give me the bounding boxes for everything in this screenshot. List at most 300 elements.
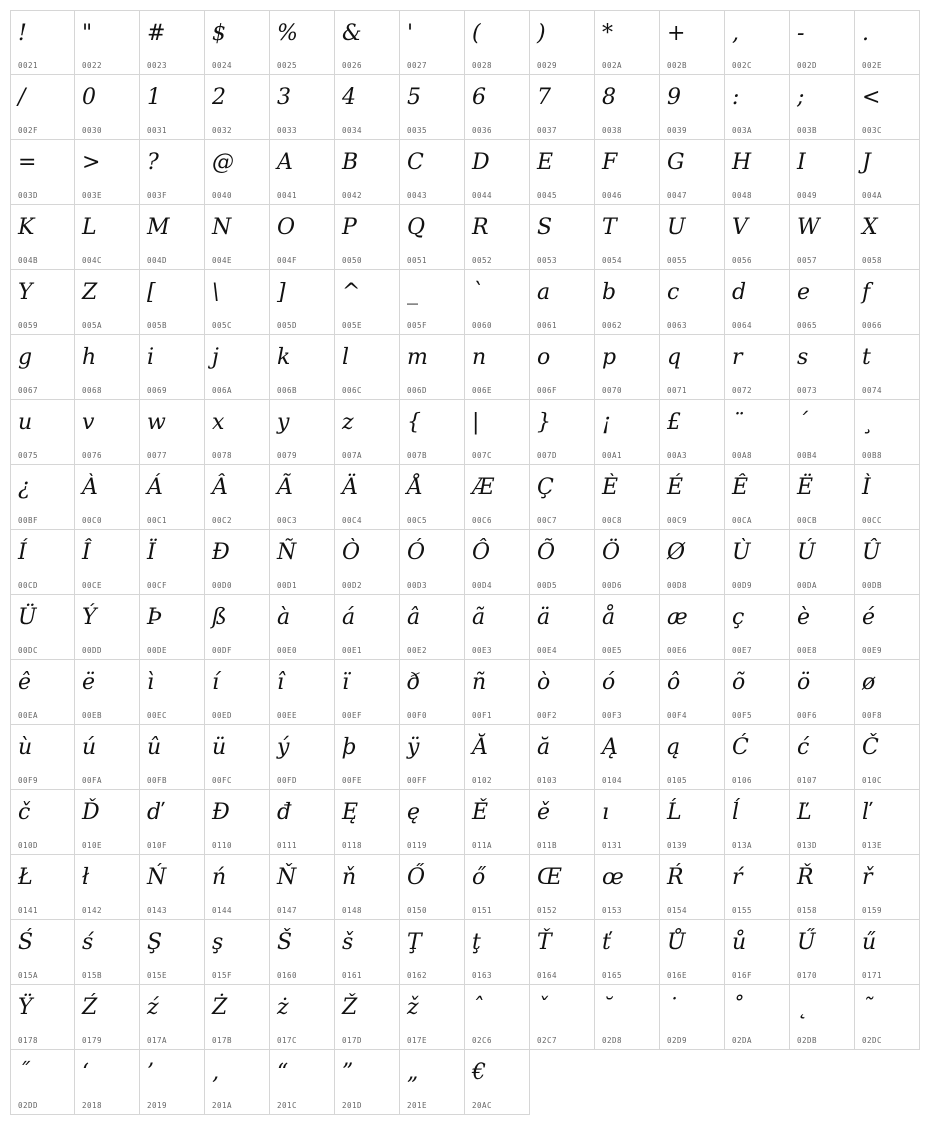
glyph-character: ' [407,21,414,46]
glyph-codepoint-label: 0147 [277,906,298,915]
glyph-character: ę [407,800,421,825]
glyph-character: Z [82,280,98,305]
glyph-codepoint-label: 0164 [537,971,558,980]
glyph-codepoint-label: 00C4 [342,516,363,525]
glyph-codepoint-label: 011A [472,841,493,850]
glyph-cell [595,205,660,270]
glyph-cell [725,595,790,660]
glyph-character: | [472,410,480,435]
glyph-codepoint-label: 0033 [277,126,298,135]
glyph-character: é [862,605,876,630]
glyph-character: A [277,150,293,175]
glyph-codepoint-label: 00C9 [667,516,688,525]
glyph-character: Œ [537,865,563,890]
glyph-character: { [407,410,421,435]
glyph-cell [855,205,920,270]
glyph-cell [725,855,790,920]
glyph-codepoint-label: 004C [82,256,103,265]
glyph-character: O [277,215,296,240]
glyph-codepoint-label: 0053 [537,256,558,265]
glyph-codepoint-label: 00FF [407,776,428,785]
glyph-character: ź [147,995,159,1020]
glyph-codepoint-label: 02DD [18,1101,39,1110]
glyph-character: Ý [82,605,97,630]
glyph-character: m [407,345,428,370]
glyph-codepoint-label: 0065 [797,321,818,330]
glyph-character: Ţ [407,930,422,955]
glyph-character: ú [82,735,97,760]
glyph-codepoint-label: 00D5 [537,581,558,590]
glyph-cell [400,855,465,920]
glyph-codepoint-label: 00CD [18,581,39,590]
glyph-cell [595,75,660,140]
glyph-character: @ [212,150,234,175]
glyph-cell [335,790,400,855]
glyph-cell [400,725,465,790]
glyph-character: Ù [732,540,751,565]
glyph-codepoint-label: 00D8 [667,581,688,590]
glyph-codepoint-label: 00F8 [862,711,883,720]
glyph-codepoint-label: 20AC [472,1101,493,1110]
glyph-cell [205,400,270,465]
glyph-codepoint-label: 00DC [18,646,39,655]
glyph-codepoint-label: 007D [537,451,558,460]
glyph-cell [855,140,920,205]
glyph-codepoint-label: 005F [407,321,428,330]
glyph-character: q [667,345,682,370]
glyph-character: + [667,21,686,46]
glyph-character: Ą [602,735,618,760]
glyph-codepoint-label: 00DB [862,581,883,590]
glyph-cell [270,855,335,920]
glyph-cell [335,985,400,1050]
glyph-cell [595,725,660,790]
glyph-codepoint-label: 00C8 [602,516,623,525]
glyph-codepoint-label: 010E [82,841,103,850]
glyph-cell [335,205,400,270]
glyph-character: c [667,280,680,305]
glyph-codepoint-label: 00C6 [472,516,493,525]
glyph-character: Ő [407,865,426,890]
glyph-cell [10,400,75,465]
glyph-codepoint-label: 00F2 [537,711,558,720]
glyph-codepoint-label: 0030 [82,126,103,135]
glyph-codepoint-label: 004B [18,256,39,265]
glyph-character: ó [602,670,616,695]
glyph-cell [465,465,530,530]
glyph-cell [335,465,400,530]
glyph-character: ¿ [18,475,30,500]
glyph-character: ˇ [537,995,548,1020]
glyph-cell [660,205,725,270]
glyph-codepoint-label: 02DC [862,1036,883,1045]
glyph-cell [270,985,335,1050]
glyph-cell [75,660,140,725]
glyph-cell [140,790,205,855]
glyph-character: õ [732,670,746,695]
glyph-cell [725,530,790,595]
glyph-character: Í [18,540,27,565]
glyph-character: U [667,215,686,240]
glyph-cell [10,465,75,530]
glyph-character: Y [18,280,33,305]
glyph-character: 6 [472,85,486,110]
glyph-character: l [342,345,350,370]
glyph-cell [270,660,335,725]
glyph-codepoint-label: 0151 [472,906,493,915]
glyph-cell [855,725,920,790]
glyph-codepoint-label: 201C [277,1101,298,1110]
glyph-cell [530,140,595,205]
glyph-character: S [537,215,553,240]
glyph-character: ţ [472,930,481,955]
glyph-codepoint-label: 0178 [18,1036,39,1045]
glyph-character: Á [147,475,163,500]
glyph-cell [140,270,205,335]
glyph-cell [270,790,335,855]
glyph-cell [270,920,335,985]
glyph-codepoint-label: 00F4 [667,711,688,720]
glyph-cell [140,530,205,595]
glyph-codepoint-label: 005D [277,321,298,330]
glyph-cell [400,790,465,855]
glyph-cell [465,1050,530,1115]
glyph-codepoint-label: 0039 [667,126,688,135]
glyph-character: ^ [342,280,361,305]
glyph-cell [10,205,75,270]
glyph-character: % [277,21,298,46]
glyph-character: s [797,345,809,370]
glyph-character: ! [18,21,27,46]
glyph-codepoint-label: 0043 [407,191,428,200]
glyph-character: È [602,475,619,500]
glyph-cell [10,1050,75,1115]
glyph-codepoint-label: 0131 [602,841,623,850]
glyph-cell [530,75,595,140]
glyph-cell [725,335,790,400]
glyph-character: ü [212,735,227,760]
glyph-cell [595,530,660,595]
glyph-cell [10,140,75,205]
glyph-codepoint-label: 0111 [277,841,298,850]
glyph-cell [530,335,595,400]
glyph-codepoint-label: 0031 [147,126,168,135]
glyph-codepoint-label: 016F [732,971,753,980]
glyph-cell [10,920,75,985]
glyph-codepoint-label: 0073 [797,386,818,395]
glyph-character: G [667,150,685,175]
glyph-cell [465,725,530,790]
glyph-character: ˛ [797,995,808,1020]
glyph-codepoint-label: 02C6 [472,1036,493,1045]
glyph-cell [270,1050,335,1115]
glyph-grid [10,10,920,1115]
glyph-codepoint-label: 0056 [732,256,753,265]
glyph-codepoint-label: 00CC [862,516,883,525]
glyph-character: i [147,345,155,370]
glyph-codepoint-label: 00D3 [407,581,428,590]
glyph-character: æ [667,605,688,630]
glyph-codepoint-label: 0054 [602,256,623,265]
glyph-cell [335,400,400,465]
glyph-character: ÿ [407,735,420,760]
glyph-character: ô [667,670,681,695]
glyph-cell [595,400,660,465]
glyph-character: ñ [472,670,487,695]
glyph-character: ů [732,930,747,955]
glyph-codepoint-label: 004E [212,256,233,265]
glyph-cell [595,465,660,530]
glyph-codepoint-label: 00A1 [602,451,623,460]
glyph-character: b [602,280,617,305]
glyph-cell [660,10,725,75]
glyph-cell [855,985,920,1050]
glyph-cell [855,400,920,465]
glyph-character: H [732,150,752,175]
glyph-character: & [342,21,362,46]
glyph-codepoint-label: 0144 [212,906,233,915]
glyph-codepoint-label: 00F3 [602,711,623,720]
glyph-character: } [537,410,551,435]
glyph-cell [725,10,790,75]
glyph-cell [270,140,335,205]
glyph-cell [660,140,725,205]
glyph-codepoint-label: 00D0 [212,581,233,590]
glyph-cell [855,595,920,660]
glyph-codepoint-label: 00D9 [732,581,753,590]
glyph-codepoint-label: 003E [82,191,103,200]
glyph-codepoint-label: 0071 [667,386,688,395]
glyph-codepoint-label: 013A [732,841,753,850]
glyph-cell [725,270,790,335]
glyph-cell [790,920,855,985]
glyph-character: N [212,215,232,240]
glyph-codepoint-label: 00C3 [277,516,298,525]
glyph-codepoint-label: 2019 [147,1101,168,1110]
glyph-codepoint-label: 0119 [407,841,428,850]
glyph-cell [725,205,790,270]
glyph-cell [725,400,790,465]
glyph-cell [75,140,140,205]
glyph-cell [335,75,400,140]
glyph-codepoint-label: 0044 [472,191,493,200]
glyph-character: Õ [537,540,556,565]
glyph-character: ¡ [602,410,611,435]
glyph-cell [855,790,920,855]
glyph-character: r [732,345,743,370]
glyph-character: ă [537,735,551,760]
glyph-cell [205,10,270,75]
glyph-character: [ [147,280,156,305]
glyph-character: à [277,605,291,630]
glyph-cell [205,790,270,855]
glyph-character: ï [342,670,350,695]
glyph-codepoint-label: 005A [82,321,103,330]
glyph-cell [270,335,335,400]
glyph-codepoint-label: 2018 [82,1101,103,1110]
glyph-codepoint-label: 0059 [18,321,39,330]
glyph-cell [335,1050,400,1115]
glyph-codepoint-label: 013D [797,841,818,850]
glyph-character: ê [18,670,32,695]
glyph-codepoint-label: 0077 [147,451,168,460]
glyph-cell [530,855,595,920]
glyph-character: Ş [147,930,163,955]
glyph-codepoint-label: 00EE [277,711,298,720]
glyph-character: Ć [732,735,749,760]
glyph-character: å [602,605,616,630]
glyph-cell [140,1050,205,1115]
glyph-cell [270,595,335,660]
glyph-cell [205,985,270,1050]
glyph-cell [400,75,465,140]
glyph-character: _ [407,280,418,305]
glyph-character: ˚ [732,995,743,1020]
glyph-cell [335,10,400,75]
glyph-codepoint-label: 0106 [732,776,753,785]
glyph-codepoint-label: 00E8 [797,646,818,655]
glyph-codepoint-label: 0160 [277,971,298,980]
glyph-cell [75,335,140,400]
glyph-codepoint-label: 0170 [797,971,818,980]
glyph-character: Ź [82,995,98,1020]
glyph-codepoint-label: 00D1 [277,581,298,590]
glyph-codepoint-label: 02DA [732,1036,753,1045]
glyph-codepoint-label: 0050 [342,256,363,265]
glyph-cell [465,595,530,660]
glyph-character: “ [277,1060,289,1085]
glyph-character: ą [667,735,681,760]
glyph-character: k [277,345,291,370]
glyph-cell [335,270,400,335]
glyph-codepoint-label: 0110 [212,841,233,850]
glyph-character: Ě [472,800,489,825]
glyph-codepoint-label: 007B [407,451,428,460]
glyph-character: ˜ [862,995,873,1020]
glyph-cell [10,10,75,75]
glyph-cell [400,400,465,465]
glyph-codepoint-label: 006B [277,386,298,395]
glyph-character: š [342,930,354,955]
glyph-character: Ú [797,540,816,565]
glyph-cell [205,595,270,660]
glyph-character: þ [342,735,357,760]
glyph-codepoint-label: 0142 [82,906,103,915]
glyph-cell [270,530,335,595]
glyph-character: > [82,150,101,175]
glyph-cell [855,75,920,140]
glyph-codepoint-label: 00E9 [862,646,883,655]
glyph-character: Ç [537,475,554,500]
glyph-cell [205,335,270,400]
glyph-character: € [472,1060,486,1085]
glyph-codepoint-label: 00FA [82,776,103,785]
glyph-codepoint-label: 006D [407,386,428,395]
glyph-codepoint-label: 002F [18,126,39,135]
glyph-cell [10,725,75,790]
glyph-character: â [407,605,421,630]
glyph-character: ¸ [862,410,873,435]
glyph-cell [140,335,205,400]
glyph-character: ð [407,670,421,695]
glyph-codepoint-label: 0068 [82,386,103,395]
glyph-cell [75,985,140,1050]
glyph-codepoint-label: 02D8 [602,1036,623,1045]
glyph-codepoint-label: 00B4 [797,451,818,460]
glyph-codepoint-label: 0025 [277,61,298,70]
glyph-character: œ [602,865,624,890]
glyph-cell [725,465,790,530]
glyph-character: I [797,150,806,175]
glyph-character: đ [277,800,292,825]
glyph-codepoint-label: 0022 [82,61,103,70]
glyph-codepoint-label: 00DA [797,581,818,590]
glyph-cell [75,400,140,465]
glyph-codepoint-label: 017C [277,1036,298,1045]
glyph-cell [660,985,725,1050]
glyph-codepoint-label: 00ED [212,711,233,720]
glyph-character: Ÿ [18,995,33,1020]
glyph-character: Â [212,475,228,500]
glyph-character: ” [342,1060,354,1085]
glyph-character: Ï [147,540,156,565]
glyph-character: 7 [537,85,551,110]
glyph-codepoint-label: 0051 [407,256,428,265]
glyph-cell [595,270,660,335]
glyph-codepoint-label: 00C2 [212,516,233,525]
glyph-codepoint-label: 0046 [602,191,623,200]
glyph-character: ö [797,670,811,695]
glyph-codepoint-label: 006F [537,386,558,395]
glyph-codepoint-label: 0165 [602,971,623,980]
glyph-cell [465,400,530,465]
glyph-cell [205,725,270,790]
glyph-character: Ť [537,930,552,955]
glyph-cell [335,725,400,790]
glyph-codepoint-label: 0102 [472,776,493,785]
glyph-codepoint-label: 201E [407,1101,428,1110]
glyph-character: Ŕ [667,865,684,890]
glyph-cell [75,270,140,335]
glyph-character: ã [472,605,486,630]
glyph-character: h [82,345,97,370]
glyph-character: Ű [797,930,816,955]
glyph-character: * [602,21,613,46]
glyph-cell [530,10,595,75]
glyph-codepoint-label: 201D [342,1101,363,1110]
glyph-cell [595,595,660,660]
glyph-codepoint-label: 0060 [472,321,493,330]
glyph-codepoint-label: 002E [862,61,883,70]
glyph-codepoint-label: 00CB [797,516,818,525]
glyph-codepoint-label: 0105 [667,776,688,785]
glyph-cell [465,790,530,855]
glyph-codepoint-label: 00E7 [732,646,753,655]
glyph-codepoint-label: 015A [18,971,39,980]
glyph-cell [530,660,595,725]
glyph-cell [465,335,530,400]
glyph-cell [140,725,205,790]
glyph-cell [335,530,400,595]
glyph-character: Ů [667,930,686,955]
glyph-character: Ľ [797,800,812,825]
glyph-character: Ž [342,995,358,1020]
glyph-character: Ä [342,475,358,500]
glyph-cell [855,10,920,75]
glyph-codepoint-label: 00C7 [537,516,558,525]
glyph-character: ń [212,865,227,890]
glyph-cell [530,400,595,465]
